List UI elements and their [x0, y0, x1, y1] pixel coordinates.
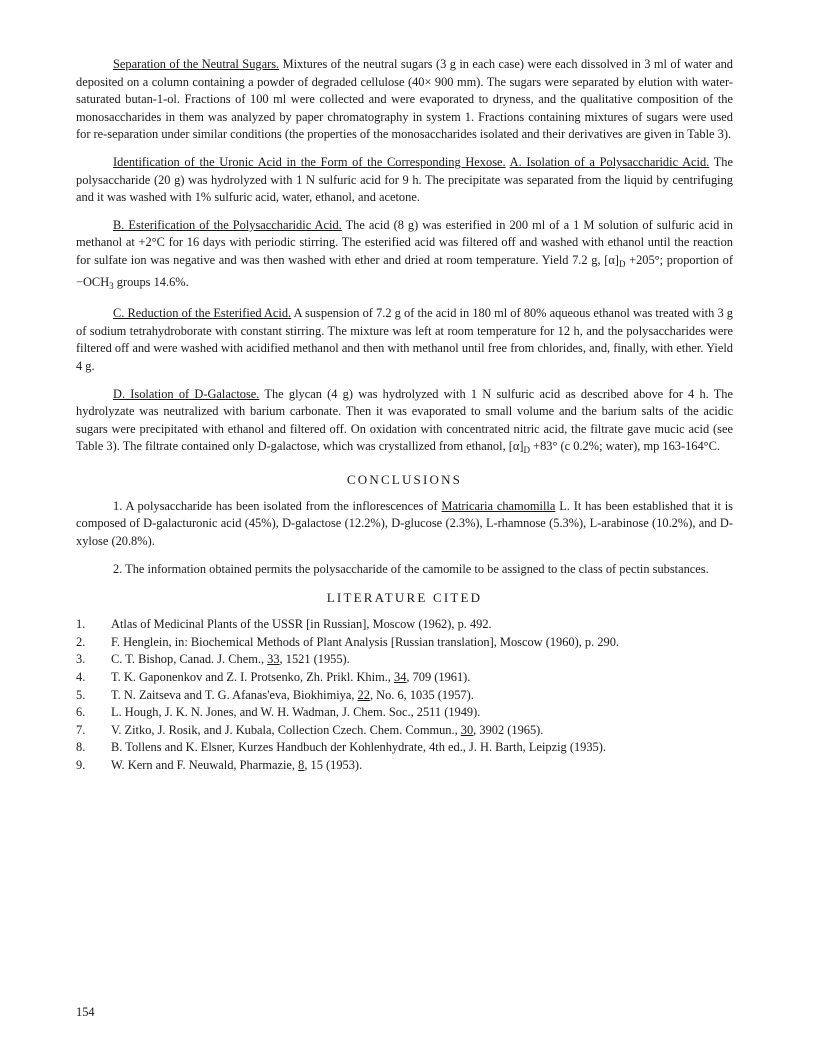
text-esterification-end: groups 14.6%.	[113, 274, 189, 289]
reference-number: 7.	[76, 722, 86, 737]
reference-number: 5.	[76, 687, 86, 702]
text-reduction: A suspension of 7.2 g of the acid in 180 ml of 80% aqueous ethanol was treated with 3 g of sodium tetrahydroborate with constant stirring. The mixture was left at room temperature for 12 h, and the polysaccharides were filtered off and were washed with acidified methanol and then with methanol until free from chlorides, and, finally, with ether. Yield 4 g.	[76, 306, 733, 373]
subscript-d-galactose: D	[523, 445, 531, 456]
reference-number: 9.	[76, 758, 86, 772]
reference-number: 3.	[76, 652, 86, 667]
reference-text-end: , 1521 (1955).	[279, 652, 350, 667]
heading-esterification: B. Esterification of the Polysaccharidic Acid.	[113, 217, 342, 232]
reference-item	[76, 739, 733, 757]
paragraph-neutral-sugars	[76, 56, 733, 144]
reference-text: T. K. Gaponenkov and Z. I. Protsenko, Zh. Prikl. Khim.,	[111, 670, 394, 685]
reference-number: 6.	[76, 705, 86, 720]
reference-item	[76, 634, 733, 652]
text-uronic-acid: The polysaccharide (20 g) was hydrolyzed with 1 N sulfuric acid for 9 h. The precipitate was separated from the liquid by centrifuging and it was washed with 1% sulfuric acid, water, ethanol, and acetone.	[76, 154, 733, 205]
text-esterification-mid: +205°; proportion of −OCH	[76, 252, 733, 289]
reference-text: C. T. Bishop, Canad. J. Chem.,	[111, 652, 268, 667]
text-galactose: The glycan (4 g) was hydrolyzed with 1 N sulfuric acid as described above for 4 h. The hydrolyzate was neutralized with barium carbonate. Then it was evaporated to small volume and the barium salts of the acidic sugars were precipitated with ethanol and filtered off. On oxidation with concentrated nitric acid, the filtrate gave mucic acid (see Table 3). The filtrate contained only D-galactose, which was crystallized from ethanol, [α]	[76, 386, 734, 454]
page-number: 154	[76, 1005, 95, 1019]
reference-number: 8.	[76, 740, 86, 755]
species-name: Matricaria chamomilla	[441, 498, 556, 513]
subscript-d: D	[618, 258, 626, 269]
reference-text: V. Zitko, J. Rosik, and J. Kubala, Collection Czech. Chem. Commun.,	[111, 722, 461, 737]
reference-item	[76, 687, 733, 705]
reference-text: W. Kern and F. Neuwald, Pharmazie,	[111, 758, 299, 772]
subscript-3: 3	[109, 280, 114, 291]
reference-text-end: , 15 (1953).	[304, 758, 363, 772]
reference-text: B. Tollens and K. Elsner, Kurzes Handbuch der Kohlenhydrate, 4th ed., J. H. Barth, Leipzig (1935).	[111, 740, 606, 755]
heading-galactose: D. Isolation of D-Galactose.	[113, 386, 260, 401]
paragraph-galactose	[76, 386, 733, 460]
conclusions-title: CONCLUSIONS	[346, 471, 463, 487]
reference-item	[76, 722, 733, 740]
reference-number: 4.	[76, 670, 86, 685]
reference-text: T. N. Zaitseva and T. G. Afanas'eva, Biokhimiya,	[111, 687, 358, 702]
heading-reduction: C. Reduction of the Esterified Acid.	[113, 306, 292, 321]
body-column	[76, 56, 733, 775]
reference-number: 1.	[76, 617, 86, 632]
reference-list	[76, 616, 733, 774]
paragraph-reduction	[76, 305, 733, 375]
paragraph-uronic-acid	[76, 154, 733, 207]
reference-volume: 30	[460, 722, 474, 737]
reference-text: F. Henglein, in: Biochemical Methods of Plant Analysis [Russian translation], Moscow (1960), p. 290.	[111, 634, 620, 649]
paragraph-esterification	[76, 217, 733, 295]
reference-text-end: , No. 6, 1035 (1957).	[369, 687, 474, 702]
text-galactose-end: +83° (c 0.2%; water), mp 163-164°C.	[530, 439, 721, 454]
reference-number: 2.	[76, 634, 86, 649]
conclusion-1-post: L. It has been established that it is composed of D-galacturonic acid (45%), D-galactose (12.2%), D-glucose (2.3%), L-rhamnose (5.3%), L-arabinose (10.2%), and D-xylose (20.8%).	[76, 498, 733, 549]
heading-uronic-acid: Identification of the Uronic Acid in the Form of the Corresponding Hexose.	[113, 154, 506, 169]
reference-text-end: , 3902 (1965).	[473, 722, 544, 737]
literature-title: LITERATURE CITED	[326, 590, 483, 606]
reference-item	[76, 669, 733, 687]
reference-text-end: , 709 (1961).	[406, 670, 471, 685]
conclusion-item-2: 2. The information obtained permits the polysaccharide of the camomile to be assigned to the class of pectin substances.	[113, 561, 709, 576]
reference-item	[76, 704, 733, 722]
reference-volume: 34	[394, 670, 407, 685]
text-esterification: The acid (8 g) was esterified in 200 ml of a 1 M solution of sulfuric acid in methanol at +2°C for 16 days with periodic stirring. The esterified acid was filtered off and washed with ethanol until the reaction for sulfate ion was negative and was then washed with ether and dried at room temperature. Yield 7.2 g, [α]	[76, 217, 733, 267]
text-neutral-sugars: Mixtures of the neutral sugars (3 g in each case) were each dissolved in 3 ml of water and deposited on a column containing a powder of degraded cellulose (40× 900 mm). The sugars were separated by elution with water-saturated butan-1-ol. Fractions of 100 ml were collected and were evaporated to dryness, and the qualitative composition of the monosaccharides in them was analyzed by paper chromatography in system 1. Fractions containing mixtures of sugars were used for re-separation under similar conditions (the properties of the monosaccharides isolated and their derivatives are given in Table 3).	[76, 57, 733, 142]
reference-volume: 22	[357, 687, 370, 702]
conclusion-1-pre: 1. A polysaccharide has been isolated from the inflorescences of	[113, 498, 442, 513]
reference-volume: 33	[267, 652, 280, 667]
conclusion-item-1	[76, 498, 733, 551]
heading-neutral-sugars: Separation of the Neutral Sugars.	[113, 57, 280, 71]
reference-item	[76, 651, 733, 669]
reference-volume: 8	[298, 758, 305, 772]
reference-item	[76, 757, 733, 775]
subheading-polysaccharidic-acid: A. Isolation of a Polysaccharidic Acid.	[509, 154, 710, 169]
reference-text: L. Hough, J. K. N. Jones, and W. H. Wadman, J. Chem. Soc., 2511 (1949).	[111, 705, 481, 720]
reference-item	[76, 616, 733, 634]
reference-text: Atlas of Medicinal Plants of the USSR [in Russian], Moscow (1962), p. 492.	[111, 617, 492, 632]
